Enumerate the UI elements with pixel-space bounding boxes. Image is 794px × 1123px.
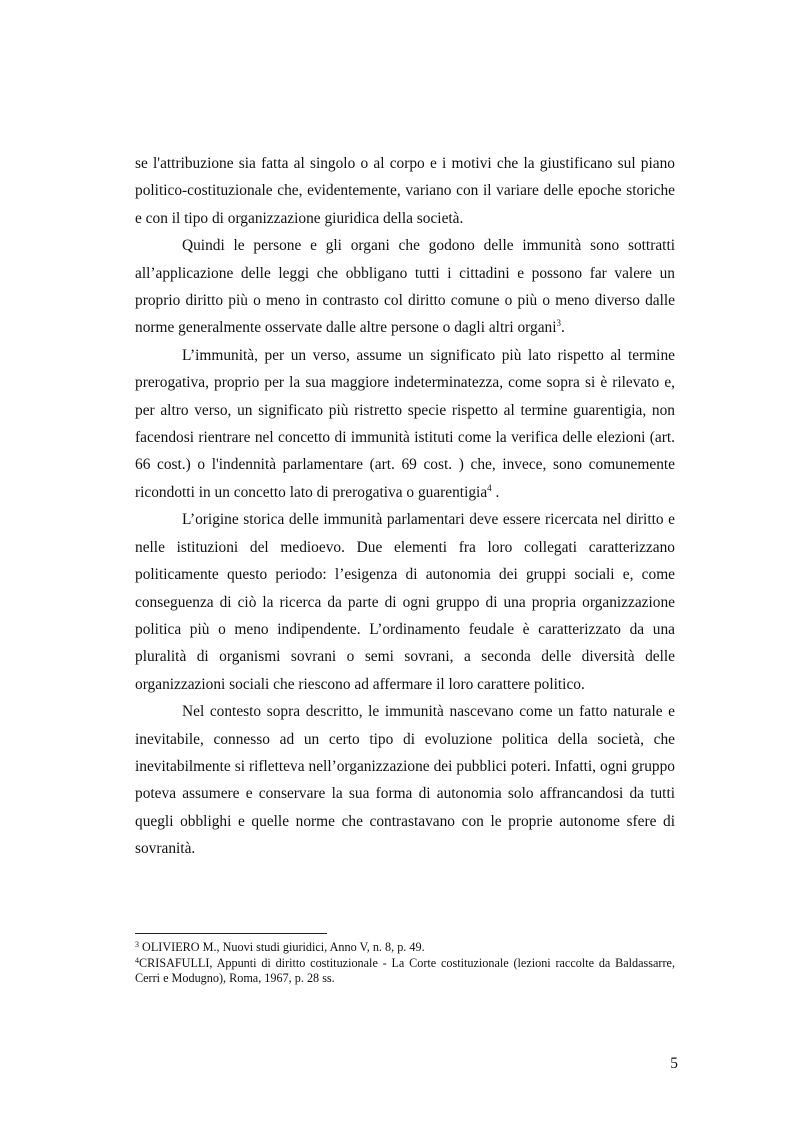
paragraph-5-text: Nel contesto sopra descritto, le immunità nascevano come un fatto naturale e inevitabile, connesso ad un certo tipo di evoluzione politica della società, che inevitabilmente si rifletteva nell’organizzazione dei pubblici poteri. Infatti, ogni gruppo poteva assumere e conservare la sua forma di autonomia solo affrancandosi da tutti quegli obblighi e quelle norme che contrastavano con le proprie autonome sfere di sovranità. <box>135 703 675 858</box>
paragraph-1 <box>135 150 675 232</box>
paragraph-5 <box>135 698 675 862</box>
footnote-4 <box>135 956 675 987</box>
footnote-mark-3: 3 <box>135 940 139 949</box>
footnote-separator <box>135 933 327 934</box>
body-text <box>135 150 675 863</box>
footnote-3-text: OLIVIERO M., Nuovi studi giuridici, Anno V, n. 8, p. 49. <box>139 940 425 954</box>
footnote-ref-4[interactable]: 4 <box>487 482 492 493</box>
paragraph-2 <box>135 232 675 342</box>
footnotes <box>135 940 675 987</box>
paragraph-3-tail: . <box>491 483 500 501</box>
paragraph-1-text: se l'attribuzione sia fatta al singolo o al corpo e i motivi che la giustificano sul piano politico-costituzionale che, evidentemente, variano con il variare delle epoche storiche e con il tipo di organizzazione giuridica della società. <box>135 155 675 227</box>
paragraph-2-text: Quindi le persone e gli organi che godono delle immunità sono sottratti all’applicazione delle leggi che obbligano tutti i cittadini e possono far valere un proprio diritto più o meno in contrasto col diritto comune o più o meno diverso dalle norme generalmente osservate dalle altre persone o dagli altri organi <box>135 237 675 337</box>
paragraph-2-tail: . <box>561 319 565 337</box>
paragraph-3-text: L’immunità, per un verso, assume un significato più lato rispetto al termine prerogativa, proprio per la sua maggiore indeterminatezza, come sopra si è rilevato e, per altro verso, un significato più ristretto specie rispetto al termine guarentigia, non facendosi rientrare nel concetto di immunità istituti come la verifica delle elezioni (art. 66 cost.) o l'indennità parlamentare (art. 69 cost. ) che, invece, sono comunemente ricondotti in un concetto lato di prerogativa o guarentigia <box>135 346 675 501</box>
paragraph-3 <box>135 342 675 506</box>
footnote-4-text: CRISAFULLI, Appunti di diritto costituzionale - La Corte costituzionale (lezioni raccolte da Baldassarre, Cerri e Modugno), Roma, 1967, p. 28 ss. <box>135 955 675 986</box>
footnote-mark-4: 4 <box>135 955 139 965</box>
paragraph-4-text: L’origine storica delle immunità parlamentari deve essere ricercata nel diritto e nelle istituzioni del medioevo. Due elementi fra loro collegati caratterizzano politicamente questo periodo: l’esigenza di autonomia dei gruppi sociali e, come conseguenza di ciò la ricerca da parte di ogni gruppo di una propria organizzazione politica più o meno indipendente. L’ordinamento feudale è caratterizzato da una pluralità di organismi sovrani o semi sovrani, a seconda delle diversità delle organizzazioni sociali che riescono ad affermare il loro carattere politico. <box>135 511 675 693</box>
page-number: 5 <box>670 1055 678 1072</box>
footnote-3 <box>135 940 675 956</box>
footnote-ref-3[interactable]: 3 <box>556 318 562 329</box>
paragraph-4 <box>135 506 675 698</box>
